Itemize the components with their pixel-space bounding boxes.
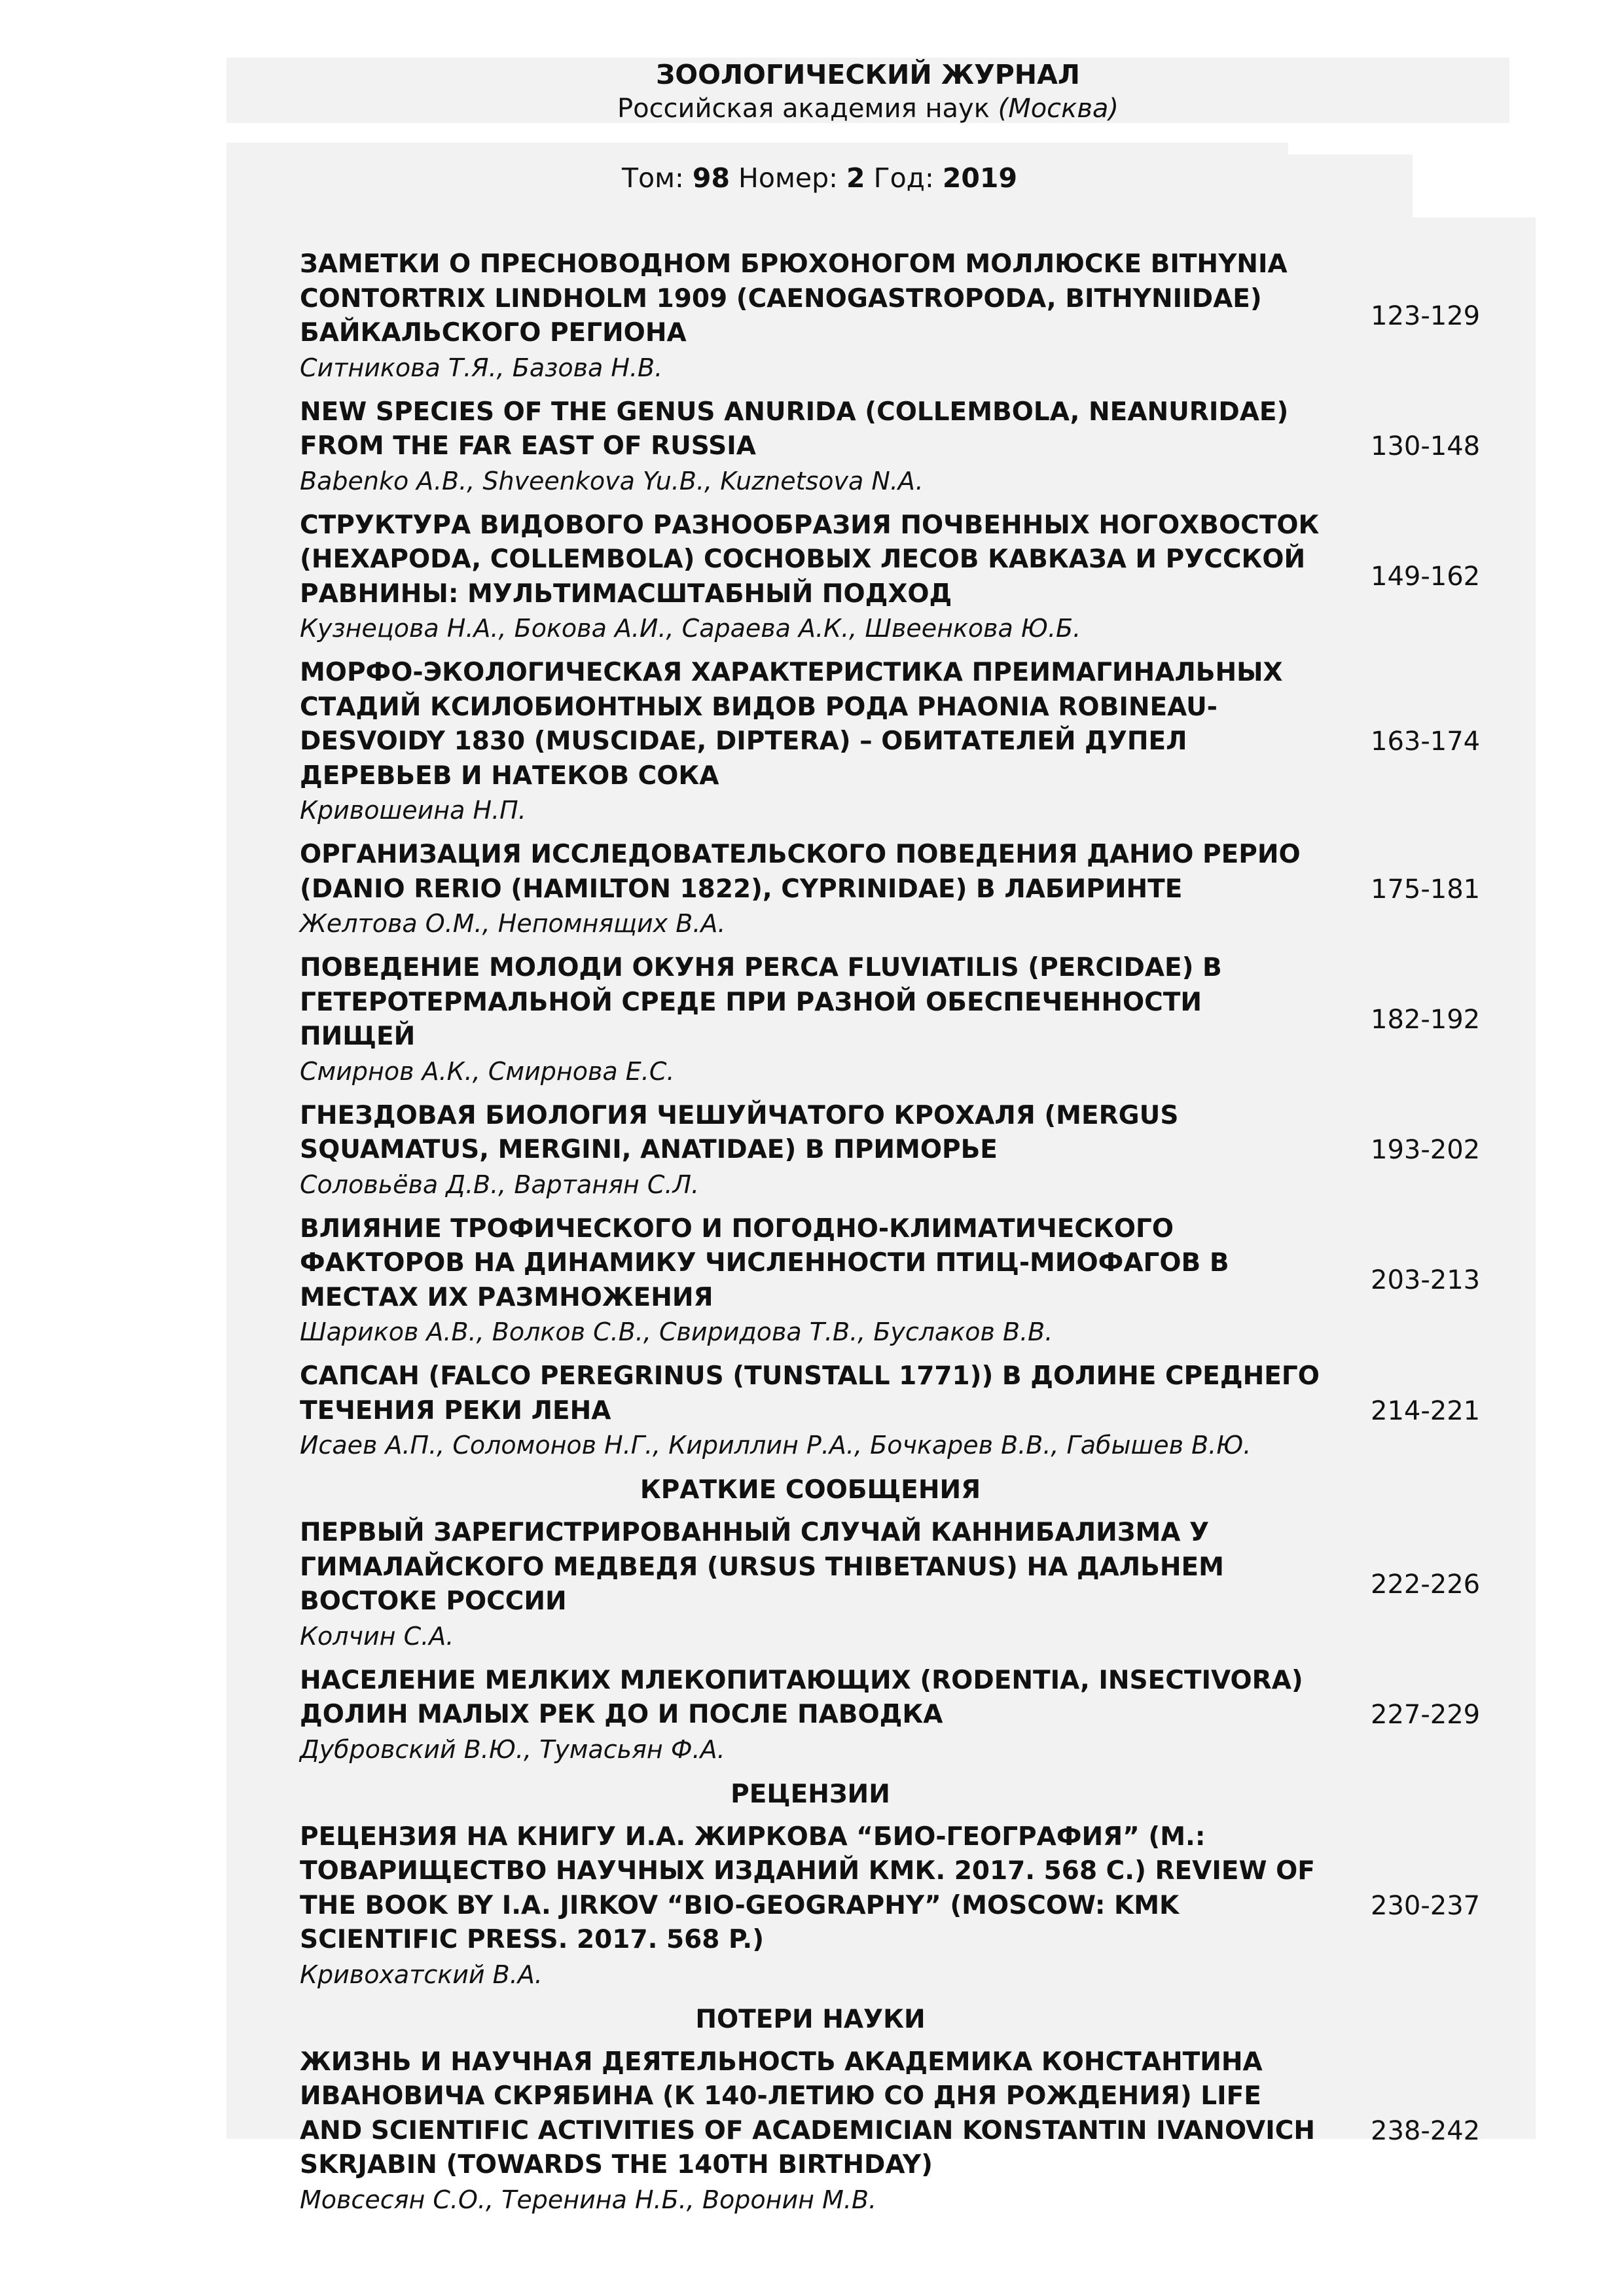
section-heading: КРАТКИЕ СООБЩЕНИЯ — [640, 1475, 981, 1505]
year-label: Год: — [873, 162, 934, 194]
article-authors: Кривошеина Н.П. — [300, 796, 526, 825]
article-authors: Соловьёва Д.В., Вартанян С.Л. — [300, 1170, 700, 1199]
article-pages: 238-242 — [1371, 2115, 1481, 2146]
article-pages: 222-226 — [1371, 1569, 1481, 1600]
article-authors: Смирнов А.К., Смирнова Е.С. — [300, 1056, 675, 1086]
article-pages: 123-129 — [1371, 300, 1481, 331]
year-value: 2019 — [942, 162, 1017, 194]
article-authors: Ситникова Т.Я., Базова Н.В. — [300, 353, 663, 382]
organization-name: Российская академия наук — [617, 94, 990, 124]
article-pages: 182-192 — [1371, 1004, 1481, 1035]
article-title[interactable]: РЕЦЕНЗИЯ НА КНИГУ И.А. ЖИРКОВА “БИО-ГЕОГРАФИЯ” (М.: ТОВАРИЩЕСТВО НАУЧНЫХ ИЗДАНИЙ КМК. 2017. 568 С.) REVIEW OF THE BOOK BY I.A. JIRKOV “BIO-GEOGRAPHY” (MOSCOW: KMK SCIENTIFIC PRESS. 2017. 568 P.) — [300, 1821, 1315, 1954]
article-authors: Желтова О.М., Непомнящих В.А. — [300, 909, 726, 938]
article-authors: Шариков А.В., Волков С.В., Свиридова Т.В., Буслаков В.В. — [300, 1318, 1053, 1346]
section-heading: РЕЦЕНЗИИ — [731, 1779, 890, 1809]
issue-info — [226, 162, 1413, 194]
number-label: Номер: — [738, 162, 838, 194]
article-title[interactable]: ПЕРВЫЙ ЗАРЕГИСТРИРОВАННЫЙ СЛУЧАЙ КАННИБАЛИЗМА У ГИМАЛАЙСКОГО МЕДВЕДЯ (URSUS THIBETANUS) НА ДАЛЬНЕМ ВОСТОКЕ РОССИИ — [300, 1518, 1224, 1616]
article-authors: Мовсесян С.О., Теренина Н.Б., Воронин М.В. — [300, 2185, 877, 2214]
article-title[interactable]: ГНЕЗДОВАЯ БИОЛОГИЯ ЧЕШУЙЧАТОГО КРОХАЛЯ (MERGUS SQUAMATUS, MERGINI, ANATIDAE) В ПРИМОРЬЕ — [300, 1100, 1179, 1164]
article-authors: Исаев А.П., Соломонов Н.Г., Кириллин Р.А., Бочкарев В.В., Габышев В.Ю. — [300, 1431, 1252, 1460]
article-authors: Кузнецова Н.А., Бокова А.И., Сараева А.К., Швеенкова Ю.Б. — [300, 614, 1081, 643]
article-title[interactable]: ПОВЕДЕНИЕ МОЛОДИ ОКУНЯ PERCA FLUVIATILIS (PERCIDAE) В ГЕТЕРОТЕРМАЛЬНОЙ СРЕДЕ ПРИ РАЗНОЙ ОБЕСПЕЧЕННОСТИ ПИЩЕЙ — [300, 953, 1222, 1051]
article-pages: 227-229 — [1371, 1700, 1481, 1730]
article-title[interactable]: СТРУКТУРА ВИДОВОГО РАЗНООБРАЗИЯ ПОЧВЕННЫХ НОГОХВОСТОК (HEXAPODA, COLLEMBOLA) СОСНОВЫХ ЛЕСОВ КАВКАЗА И РУССКОЙ РАВНИНЫ: МУЛЬТИМАСШТАБНЫЙ ПОДХОД — [300, 510, 1320, 609]
toc-entry — [300, 1099, 1504, 1202]
article-authors: Дубровский В.Ю., Тумасьян Ф.А. — [300, 1734, 725, 1764]
toc-entry — [300, 1359, 1504, 1462]
volume-label: Том: — [622, 162, 684, 194]
toc-entry — [300, 838, 1504, 941]
article-pages: 130-148 — [1371, 431, 1481, 461]
toc-entry — [300, 951, 1504, 1088]
article-pages: 214-221 — [1371, 1395, 1481, 1426]
article-authors: Колчин С.А. — [300, 1621, 454, 1651]
journal-title: ЗООЛОГИЧЕСКИЙ ЖУРНАЛ — [656, 59, 1080, 90]
toc-entry — [300, 656, 1504, 827]
article-pages: 149-162 — [1371, 562, 1481, 592]
toc-entry — [300, 2045, 1504, 2217]
toc-entry — [300, 247, 1504, 385]
article-title[interactable]: ЖИЗНЬ И НАУЧНАЯ ДЕЯТЕЛЬНОСТЬ АКАДЕМИКА КОНСТАНТИНА ИВАНОВИЧА СКРЯБИНА (К 140-ЛЕТИЮ СО ДНЯ РОЖДЕНИЯ) LIFE AND SCIENTIFIC ACTIVITIES OF ACADEMICIAN KONSTANTIN IVANOVICH SKRJABIN (TOWARDS THE 140TH BIRTHDAY) — [300, 2047, 1316, 2179]
article-title[interactable]: NEW SPECIES OF THE GENUS ANURIDA (COLLEMBOLA, NEANURIDAE) FROM THE FAR EAST OF RUSSIA — [300, 397, 1289, 461]
journal-organization — [226, 93, 1509, 124]
article-pages: 175-181 — [1371, 874, 1481, 905]
article-pages: 203-213 — [1371, 1265, 1481, 1296]
article-title[interactable]: САПСАН (FALCO PEREGRINUS (TUNSTALL 1771)) В ДОЛИНЕ СРЕДНЕГО ТЕЧЕНИЯ РЕКИ ЛЕНА — [300, 1361, 1320, 1426]
organization-city: (Москва) — [998, 94, 1119, 124]
volume-value: 98 — [692, 162, 730, 194]
table-of-contents — [300, 247, 1504, 2227]
toc-entry — [300, 395, 1504, 498]
article-authors: Кривохатский В.А. — [300, 1960, 543, 1989]
toc-entry — [300, 509, 1504, 646]
article-pages: 163-174 — [1371, 726, 1481, 757]
article-title[interactable]: НАСЕЛЕНИЕ МЕЛКИХ МЛЕКОПИТАЮЩИХ (RODENTIA, INSECTIVORA) ДОЛИН МАЛЫХ РЕК ДО И ПОСЛЕ ПАВОДКА — [300, 1665, 1303, 1729]
section-heading: ПОТЕРИ НАУКИ — [695, 2004, 926, 2034]
article-pages: 230-237 — [1371, 1890, 1481, 1921]
article-title[interactable]: МОРФО-ЭКОЛОГИЧЕСКАЯ ХАРАКТЕРИСТИКА ПРЕИМАГИНАЛЬНЫХ СТАДИЙ КСИЛОБИОНТНЫХ ВИДОВ РОДА PHAONIA ROBINEAU-DESVOIDY 1830 (MUSCIDAE, DIPTERA) – ОБИТАТЕЛЕЙ ДУПЕЛ ДЕРЕВЬЕВ И НАТЕКОВ СОКА — [300, 658, 1283, 791]
number-value: 2 — [846, 162, 865, 194]
toc-entry — [300, 1664, 1504, 1767]
toc-entry — [300, 1820, 1504, 1992]
article-pages: 193-202 — [1371, 1135, 1481, 1165]
article-title[interactable]: ОРГАНИЗАЦИЯ ИССЛЕДОВАТЕЛЬСКОГО ПОВЕДЕНИЯ ДАНИО РЕРИО (DANIO RERIO (HAMILTON 1822), CYPRINIDAE) В ЛАБИРИНТЕ — [300, 840, 1301, 904]
article-authors: Babenko A.B., Shveenkova Yu.B., Kuznetsova N.A. — [300, 466, 924, 495]
toc-entry — [300, 1516, 1504, 1653]
toc-entry — [300, 1212, 1504, 1350]
article-title[interactable]: ЗАМЕТКИ О ПРЕСНОВОДНОМ БРЮХОНОГОМ МОЛЛЮСКЕ BITHYNIA CONTORTRIX LINDHOLM 1909 (CAENOGASTROPODA, BITHYNIIDAE) БАЙКАЛЬСКОГО РЕГИОНА — [300, 249, 1288, 348]
article-title[interactable]: ВЛИЯНИЕ ТРОФИЧЕСКОГО И ПОГОДНО-КЛИМАТИЧЕСКОГО ФАКТОРОВ НА ДИНАМИКУ ЧИСЛЕННОСТИ ПТИЦ-МИОФАГОВ В МЕСТАХ ИХ РАЗМНОЖЕНИЯ — [300, 1213, 1229, 1312]
